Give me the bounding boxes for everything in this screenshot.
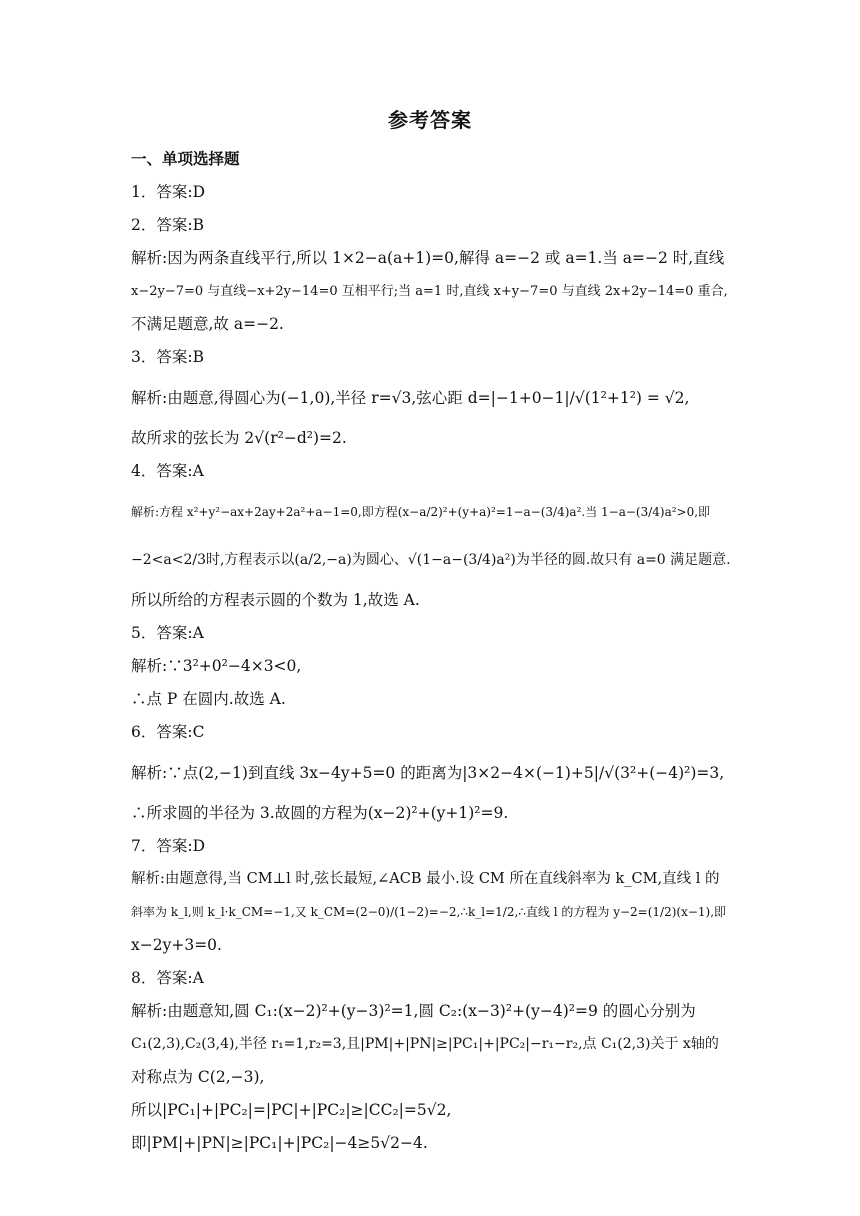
section-title: 一、单项选择题	[131, 150, 240, 168]
page-title: 参考答案	[388, 108, 472, 132]
explanation-line: 不满足题意,故 a=−2.	[131, 315, 284, 333]
explanation-line: 即|PM|+|PN|≥|PC₁|+|PC₂|−4≥5√2−4.	[131, 1134, 428, 1152]
answer-line: 1．答案:D	[131, 183, 206, 201]
explanation-line: 解析:由题意知,圆 C₁:(x−2)²+(y−3)²=1,圆 C₂:(x−3)²+(y−4)²=9 的圆心分别为	[131, 1002, 696, 1020]
explanation-line: 解析:∵点(2,−1)到直线 3x−4y+5=0 的距离为|3×2−4×(−1)+5|/√(3²+(−4)²)=3,	[131, 764, 725, 782]
explanation-line: ∴点 P 在圆内.故选 A.	[131, 690, 286, 708]
answer-line: 8．答案:A	[131, 969, 204, 987]
explanation-line: ∴所求圆的半径为 3.故圆的方程为(x−2)²+(y+1)²=9.	[131, 804, 509, 822]
answer-line: 5．答案:A	[131, 624, 204, 642]
explanation-line: 所以|PC₁|+|PC₂|=|PC|+|PC₂|≥|CC₂|=5√2,	[131, 1101, 452, 1119]
answer-line: 3．答案:B	[131, 348, 204, 366]
explanation-line: 解析:方程 x²+y²−ax+2ay+2a²+a−1=0,即方程(x−a/2)²+(y+a)²=1−a−(3/4)a².当 1−a−(3/4)a²>0,即	[131, 505, 711, 519]
answer-line: 6．答案:C	[131, 723, 205, 741]
explanation-line: 解析:由题意,得圆心为(−1,0),半径 r=√3,弦心距 d=|−1+0−1|/√(1²+1²) = √2,	[131, 389, 690, 407]
answer-line: 2．答案:B	[131, 216, 204, 234]
answer-line: 7．答案:D	[131, 837, 206, 855]
explanation-line: −2<a<2/3时,方程表示以(a/2,−a)为圆心、√(1−a−(3/4)a²)为半径的圆.故只有 a=0 满足题意.	[131, 552, 731, 568]
explanation-line: 解析:∵3²+0²−4×3<0,	[131, 657, 302, 675]
explanation-line: x−2y−7=0 与直线−x+2y−14=0 互相平行;当 a=1 时,直线 x+y−7=0 与直线 2x+2y−14=0 重合,	[131, 284, 728, 299]
explanation-line: 斜率为 k_l,则 k_l·k_CM=−1,又 k_CM=(2−0)/(1−2)=−2,∴k_l=1/2,∴直线 l 的方程为 y−2=(1/2)(x−1),即	[131, 905, 727, 919]
explanation-line: 所以所给的方程表示圆的个数为 1,故选 A.	[131, 591, 420, 609]
explanation-line: 故所求的弦长为 2√(r²−d²)=2.	[131, 429, 347, 447]
answer-line: 4．答案:A	[131, 462, 204, 480]
answer-content	[131, 143, 731, 1160]
explanation-line: 解析:由题意得,当 CM⊥l 时,弦长最短,∠ACB 最小.设 CM 所在直线斜率为 k_CM,直线 l 的	[131, 871, 720, 887]
explanation-line: 对称点为 C(2,−3),	[131, 1068, 265, 1086]
explanation-line: C₁(2,3),C₂(3,4),半径 r₁=1,r₂=3,且|PM|+|PN|≥|PC₁|+|PC₂|−r₁−r₂,点 C₁(2,3)关于 x轴的	[131, 1036, 719, 1052]
explanation-line: 解析:因为两条直线平行,所以 1×2−a(a+1)=0,解得 a=−2 或 a=1.当 a=−2 时,直线	[131, 249, 725, 267]
explanation-line: x−2y+3=0.	[131, 936, 222, 954]
